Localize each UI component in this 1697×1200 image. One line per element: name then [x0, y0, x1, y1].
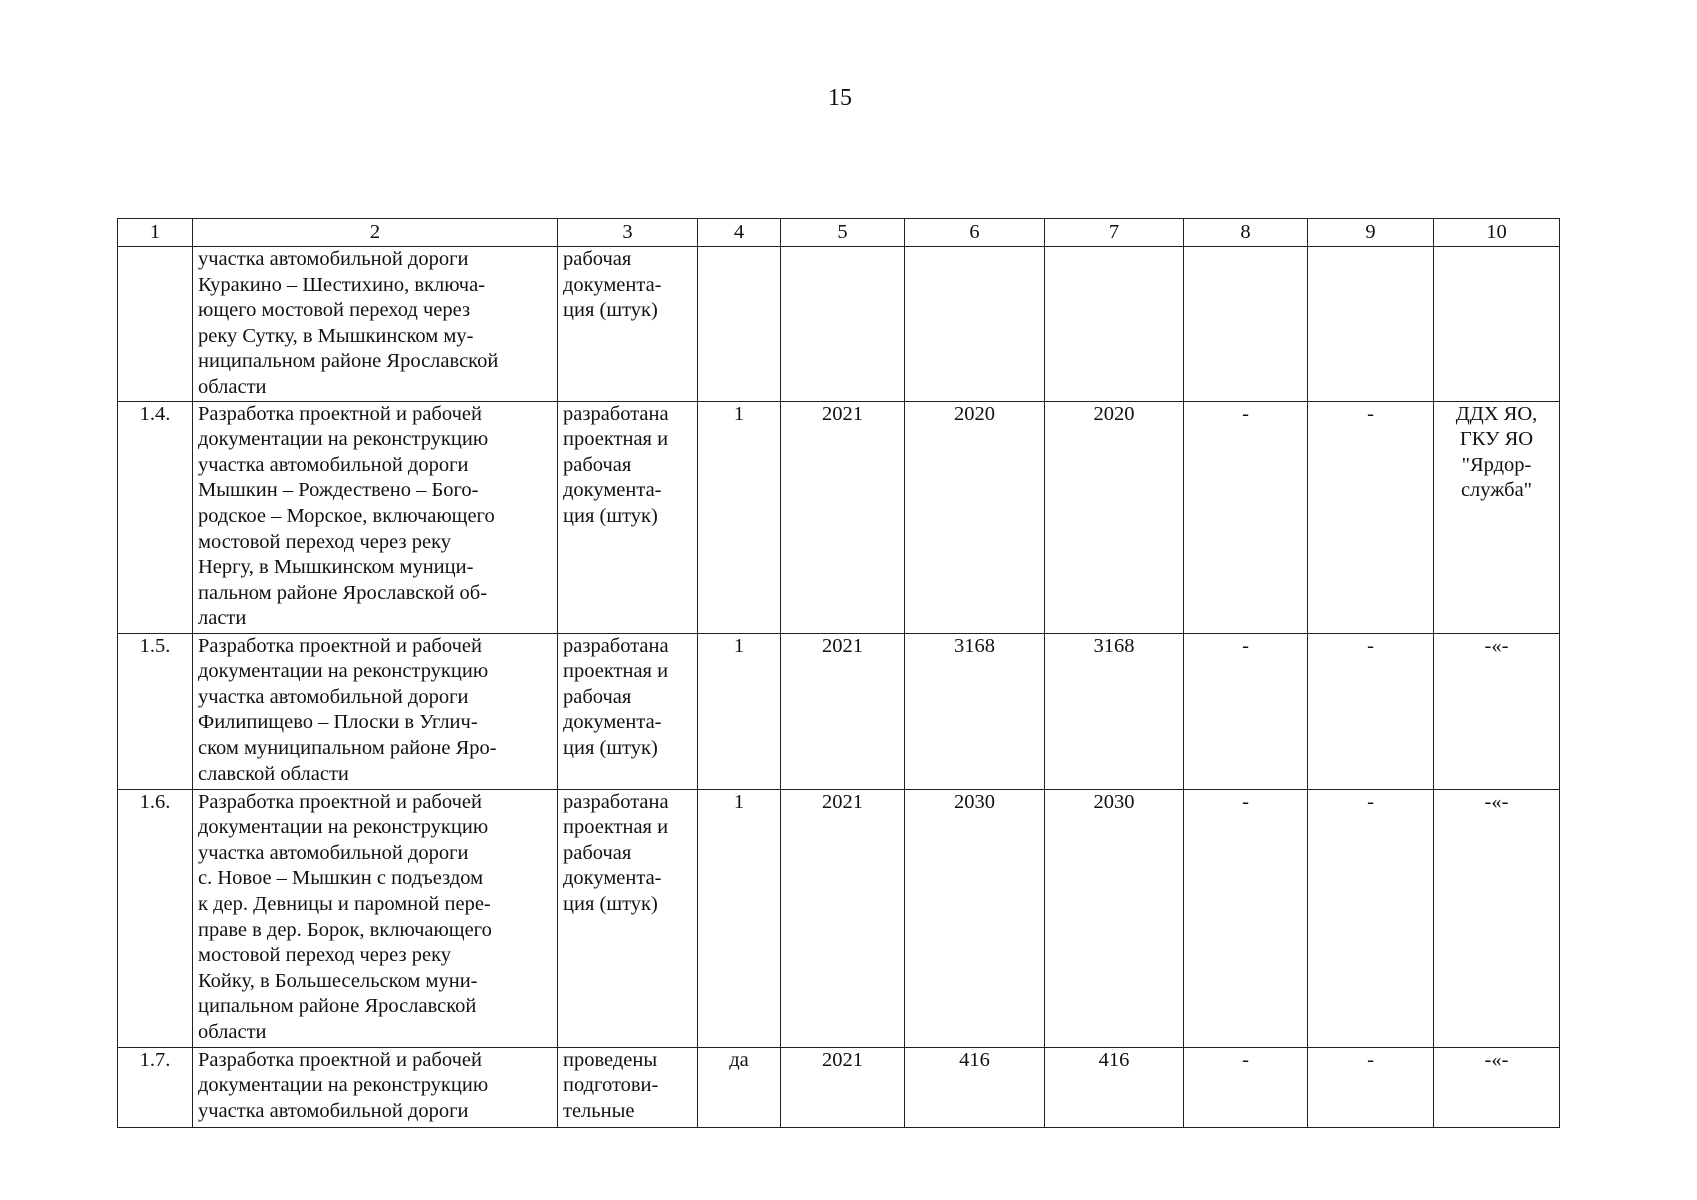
row-number — [118, 247, 193, 402]
row-col-4: 1 — [698, 401, 781, 633]
row-result: проведены подготови- тельные — [558, 1047, 698, 1127]
row-number: 1.6. — [118, 789, 193, 1047]
row-col-6: 416 — [905, 1047, 1045, 1127]
row-col-8: - — [1184, 1047, 1308, 1127]
column-number-3: 3 — [558, 219, 698, 247]
row-result: разработана проектная и рабочая документа- ция (штук) — [558, 633, 698, 789]
row-col-6: 2030 — [905, 789, 1045, 1047]
row-result: рабочая документа- ция (штук) — [558, 247, 698, 402]
row-col-6: 3168 — [905, 633, 1045, 789]
row-number: 1.4. — [118, 401, 193, 633]
row-col-4: 1 — [698, 789, 781, 1047]
column-number-9: 9 — [1308, 219, 1434, 247]
row-executor: -«- — [1434, 633, 1560, 789]
column-number-8: 8 — [1184, 219, 1308, 247]
column-number-2: 2 — [193, 219, 558, 247]
table-row — [118, 1047, 1560, 1127]
row-col-8: - — [1184, 633, 1308, 789]
row-description: Разработка проектной и рабочей документации на реконструкцию участка автомобильной дороги с. Новое – Мышкин с подъездом к дер. Девницы и паромной пере- праве в дер. Борок, включающего мостовой переход через реку Койку, в Большесельском муни- ципальном районе Ярославской области — [193, 789, 558, 1047]
table-row — [118, 401, 1560, 633]
row-col-7: 2030 — [1045, 789, 1184, 1047]
row-col-5: 2021 — [781, 401, 905, 633]
row-col-9: - — [1308, 633, 1434, 789]
row-col-7: 2020 — [1045, 401, 1184, 633]
row-col-9: - — [1308, 789, 1434, 1047]
row-col-8 — [1184, 247, 1308, 402]
row-description: Разработка проектной и рабочей документации на реконструкцию участка автомобильной дороги — [193, 1047, 558, 1127]
row-col-6 — [905, 247, 1045, 402]
column-number-7: 7 — [1045, 219, 1184, 247]
row-col-5: 2021 — [781, 633, 905, 789]
table-row — [118, 633, 1560, 789]
column-number-6: 6 — [905, 219, 1045, 247]
row-col-9: - — [1308, 1047, 1434, 1127]
row-col-5 — [781, 247, 905, 402]
row-col-8: - — [1184, 401, 1308, 633]
row-col-5: 2021 — [781, 1047, 905, 1127]
row-executor: ДДХ ЯО, ГКУ ЯО "Ярдор- служба" — [1434, 401, 1560, 633]
row-number: 1.7. — [118, 1047, 193, 1127]
row-col-7 — [1045, 247, 1184, 402]
row-executor: -«- — [1434, 1047, 1560, 1127]
row-col-4: да — [698, 1047, 781, 1127]
row-col-7: 416 — [1045, 1047, 1184, 1127]
row-description: Разработка проектной и рабочей документации на реконструкцию участка автомобильной дороги Мышкин – Рождествено – Бого- родское – Морское, включающего мостовой переход через реку Нергу, в Мышкинском муници- пальном районе Ярославской об- ласти — [193, 401, 558, 633]
column-number-5: 5 — [781, 219, 905, 247]
row-executor — [1434, 247, 1560, 402]
column-number-1: 1 — [118, 219, 193, 247]
row-col-4 — [698, 247, 781, 402]
row-description: участка автомобильной дороги Куракино – Шестихино, включа- ющего мостовой переход через реку Сутку, в Мышкинском му- ниципальном районе Ярославской области — [193, 247, 558, 402]
measures-table — [117, 218, 1560, 1128]
row-col-9: - — [1308, 401, 1434, 633]
table-row — [118, 247, 1560, 402]
column-number-4: 4 — [698, 219, 781, 247]
row-col-5: 2021 — [781, 789, 905, 1047]
row-result: разработана проектная и рабочая документа- ция (штук) — [558, 789, 698, 1047]
row-col-8: - — [1184, 789, 1308, 1047]
row-number: 1.5. — [118, 633, 193, 789]
row-description: Разработка проектной и рабочей документации на реконструкцию участка автомобильной дороги Филипищево – Плоски в Углич- ском муниципальном районе Яро- славской области — [193, 633, 558, 789]
page-number: 15 — [828, 85, 852, 111]
row-result: разработана проектная и рабочая документа- ция (штук) — [558, 401, 698, 633]
row-col-7: 3168 — [1045, 633, 1184, 789]
column-number-10: 10 — [1434, 219, 1560, 247]
row-col-9 — [1308, 247, 1434, 402]
column-number-row — [118, 219, 1560, 247]
table-row — [118, 789, 1560, 1047]
row-col-6: 2020 — [905, 401, 1045, 633]
row-executor: -«- — [1434, 789, 1560, 1047]
row-col-4: 1 — [698, 633, 781, 789]
